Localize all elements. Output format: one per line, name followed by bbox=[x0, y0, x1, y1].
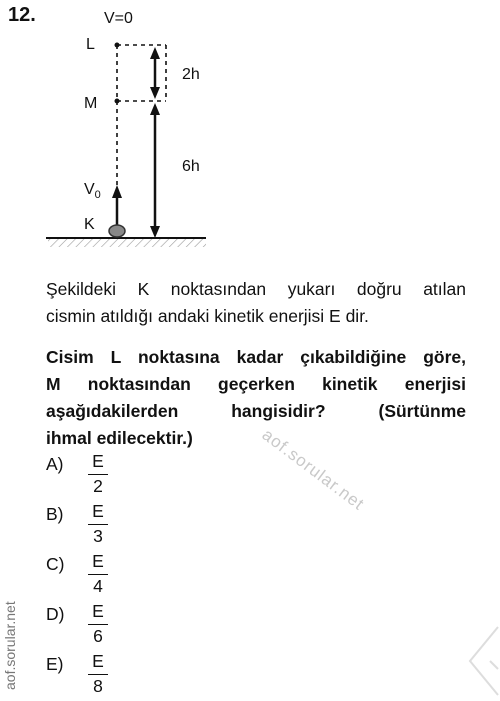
option-c[interactable] bbox=[46, 551, 104, 596]
ground-hatch bbox=[48, 239, 206, 247]
option-fraction: $\frac{E}{4}$ bbox=[88, 550, 108, 597]
point-M bbox=[115, 99, 120, 104]
option-fraction: $\frac{E}{8}$ bbox=[88, 650, 108, 697]
motion-diagram bbox=[0, 0, 500, 260]
option-b[interactable] bbox=[46, 501, 104, 546]
watermark-logo-icon bbox=[460, 621, 500, 701]
option-letter: D) bbox=[46, 604, 65, 624]
label-6h: 6h bbox=[182, 158, 200, 175]
option-e[interactable] bbox=[46, 651, 104, 696]
option-fraction: $\frac{E}{6}$ bbox=[88, 600, 108, 647]
intro-line: Şekildeki K noktasından yukarı doğru atılan bbox=[46, 279, 466, 299]
intro-line: cismin atıldığı andaki kinetik enerjisi E dir. bbox=[46, 306, 369, 326]
option-d[interactable] bbox=[46, 601, 104, 646]
option-letter: E) bbox=[46, 654, 64, 674]
option-letter: A) bbox=[46, 454, 64, 474]
option-letter: C) bbox=[46, 554, 65, 574]
question-line: aşağıdakilerden hangisidir? (Sürtünme bbox=[46, 401, 466, 421]
question-number: 12. bbox=[8, 4, 36, 26]
label-L: L bbox=[86, 36, 95, 53]
question-line: ihmal edilecektir.) bbox=[46, 428, 193, 448]
option-fraction: $\frac{E}{3}$ bbox=[88, 500, 108, 547]
option-a[interactable] bbox=[46, 451, 104, 496]
label-v0: $V_0$ bbox=[84, 181, 101, 202]
point-L bbox=[115, 43, 120, 48]
question-line: M noktasından geçerken kinetik enerjisi bbox=[46, 374, 466, 394]
watermark-side: aof.sorular.net bbox=[2, 601, 18, 690]
label-K: K bbox=[84, 216, 95, 233]
question-text bbox=[46, 344, 466, 452]
intro-paragraph bbox=[46, 276, 466, 330]
option-fraction: $\frac{E}{2}$ bbox=[88, 450, 108, 497]
ball-K bbox=[109, 225, 125, 237]
question-line: Cisim L noktasına kadar çıkabildiğine göre, bbox=[46, 347, 466, 367]
label-M: M bbox=[84, 95, 98, 112]
watermark-diagonal: aof.sorular.net bbox=[258, 425, 369, 515]
label-2h: 2h bbox=[182, 66, 200, 83]
option-letter: B) bbox=[46, 504, 64, 524]
label-v-zero: V=0 bbox=[104, 10, 133, 27]
